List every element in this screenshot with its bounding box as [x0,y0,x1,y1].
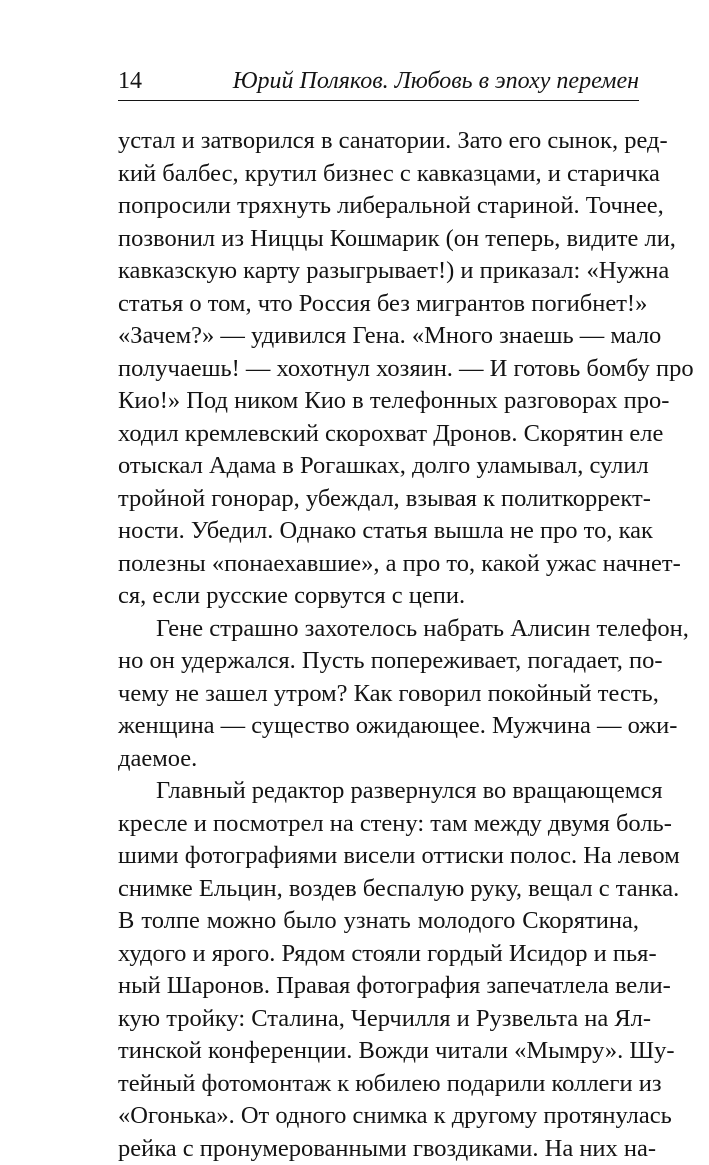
text-line: но он удержался. Пусть попереживает, погадает, по- [118,645,639,678]
text-line: устал и затворился в санатории. Зато его сынок, ред- [118,125,639,158]
paragraph [118,613,639,776]
page-number: 14 [118,68,142,95]
running-header [118,64,639,101]
text-line: ности. Убедил. Однако статья вышла не про то, как [118,515,639,548]
text-line: кресле и посмотрел на стену: там между двумя боль- [118,808,639,841]
text-line: женщина — существо ожидающее. Мужчина — ожи- [118,710,639,743]
text-line: Гене страшно захотелось набрать Алисин телефон, [118,613,639,646]
text-line: кий балбес, крутил бизнес с кавказцами, и старичка [118,158,639,191]
text-line: Кио!» Под ником Кио в телефонных разговорах про- [118,385,639,418]
paragraph [118,125,639,613]
text-line: даемое. [118,743,639,776]
text-line: получаешь! — хохотнул хозяин. — И готовь бомбу про [118,353,639,386]
text-line: попросили тряхнуть либеральной стариной. Точнее, [118,190,639,223]
text-line: отыскал Адама в Рогашках, долго уламывал, сулил [118,450,639,483]
text-line: ходил кремлевский скорохват Дронов. Скорятин еле [118,418,639,451]
text-line: Главный редактор развернулся во вращающемся [118,775,639,808]
text-line: рейка с пронумерованными гвоздиками. На них на- [118,1133,639,1165]
text-line: статья о том, что Россия без мигрантов погибнет!» [118,288,639,321]
paragraph [118,775,639,1165]
running-title: Юрий Поляков. Любовь в эпоху перемен [233,68,639,95]
text-line: позвонил из Ниццы Кошмарик (он теперь, видите ли, [118,223,639,256]
body-text [118,125,639,1165]
text-line: «Зачем?» — удивился Гена. «Много знаешь — мало [118,320,639,353]
text-line: тейный фотомонтаж к юбилею подарили коллеги из [118,1068,639,1101]
text-line: В толпе можно было узнать молодого Скорятина, [118,905,639,938]
text-line: ся, если русские сорвутся с цепи. [118,580,639,613]
text-line: худого и ярого. Рядом стояли гордый Исидор и пья- [118,938,639,971]
text-line: кую тройку: Сталина, Черчилля и Рузвельта на Ял- [118,1003,639,1036]
text-line: ный Шаронов. Правая фотография запечатлела вели- [118,970,639,1003]
text-line: полезны «понаехавшие», а про то, какой ужас начнет- [118,548,639,581]
text-line: тройной гонорар, убеждал, взывая к политкоррект- [118,483,639,516]
text-line: шими фотографиями висели оттиски полос. На левом [118,840,639,873]
text-line: тинской конференции. Вожди читали «Мымру». Шу- [118,1035,639,1068]
text-line: кавказскую карту разыгрывает!) и приказал: «Нужна [118,255,639,288]
text-line: «Огонька». От одного снимка к другому протянулась [118,1100,639,1133]
text-line: чему не зашел утром? Как говорил покойный тесть, [118,678,639,711]
text-line: снимке Ельцин, воздев беспалую руку, вещал с танка. [118,873,639,906]
